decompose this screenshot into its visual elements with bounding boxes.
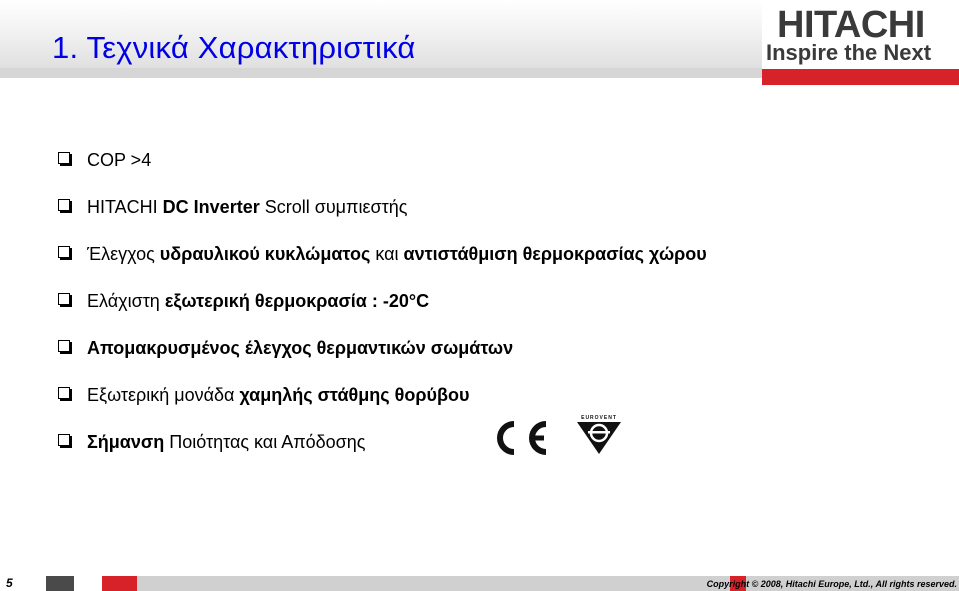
feature-text [87, 432, 365, 452]
footer-segment [20, 576, 46, 591]
page-number: 5 [6, 576, 13, 590]
footer-segment [46, 576, 74, 591]
feature-text-part: Εξωτερική μονάδα [87, 385, 240, 405]
feature-text [87, 338, 513, 358]
feature-text [87, 197, 407, 217]
feature-text-part: COP >4 [87, 150, 152, 170]
eurovent-label: EUROVENT [581, 415, 617, 421]
feature-text-part: DC Inverter [162, 197, 260, 217]
feature-text [87, 385, 469, 405]
feature-text-part: Scroll συμπιεστής [259, 197, 408, 217]
checkbox-bullet-icon [58, 199, 70, 211]
checkbox-bullet-icon [58, 387, 70, 399]
header-divider [0, 68, 762, 78]
feature-text-part: HITACHI [87, 197, 163, 217]
page-title: 1. Τεχνικά Χαρακτηριστικά [52, 30, 416, 65]
checkbox-bullet-icon [58, 246, 70, 258]
hitachi-logo [762, 0, 959, 85]
eurovent-mark-icon [575, 414, 623, 456]
feature-text-part: Απομακρυσμένος έλεγχος θερμαντικών σωμάτων [87, 338, 514, 358]
feature-text-part: Έλεγχος [87, 244, 160, 264]
footer-segment [102, 576, 137, 591]
checkbox-bullet-icon [58, 293, 70, 305]
feature-text-part: Ποιότητας και Απόδοσης [164, 432, 366, 452]
logo-red-bar [762, 69, 959, 85]
checkbox-bullet-icon [58, 434, 70, 446]
feature-text-part: Σήμανση [87, 432, 165, 452]
feature-text [87, 291, 429, 311]
logo-tagline: Inspire the Next [766, 40, 932, 65]
feature-text-part: εξωτερική θερμοκρασία : -20°C [164, 291, 430, 311]
checkbox-bullet-icon [58, 340, 70, 352]
ce-mark-icon [490, 419, 552, 457]
checkbox-bullet-icon [58, 152, 70, 164]
feature-text-part: αντιστάθμιση θερμοκρασίας χώρου [403, 244, 707, 264]
footer [0, 576, 959, 591]
copyright-text: Copyright © 2008, Hitachi Europe, Ltd., All rights reserved. [706, 579, 957, 589]
feature-text-part: και [370, 244, 404, 264]
footer-segment [74, 576, 102, 591]
logo-name: HITACHI [777, 4, 925, 46]
feature-text-part: Ελάχιστη [87, 291, 165, 311]
feature-text-part: χαμηλής στάθμης θορύβου [239, 385, 470, 405]
feature-text [87, 150, 151, 170]
feature-text-part: υδραυλικού κυκλώματος [159, 244, 371, 264]
feature-text [87, 244, 707, 264]
